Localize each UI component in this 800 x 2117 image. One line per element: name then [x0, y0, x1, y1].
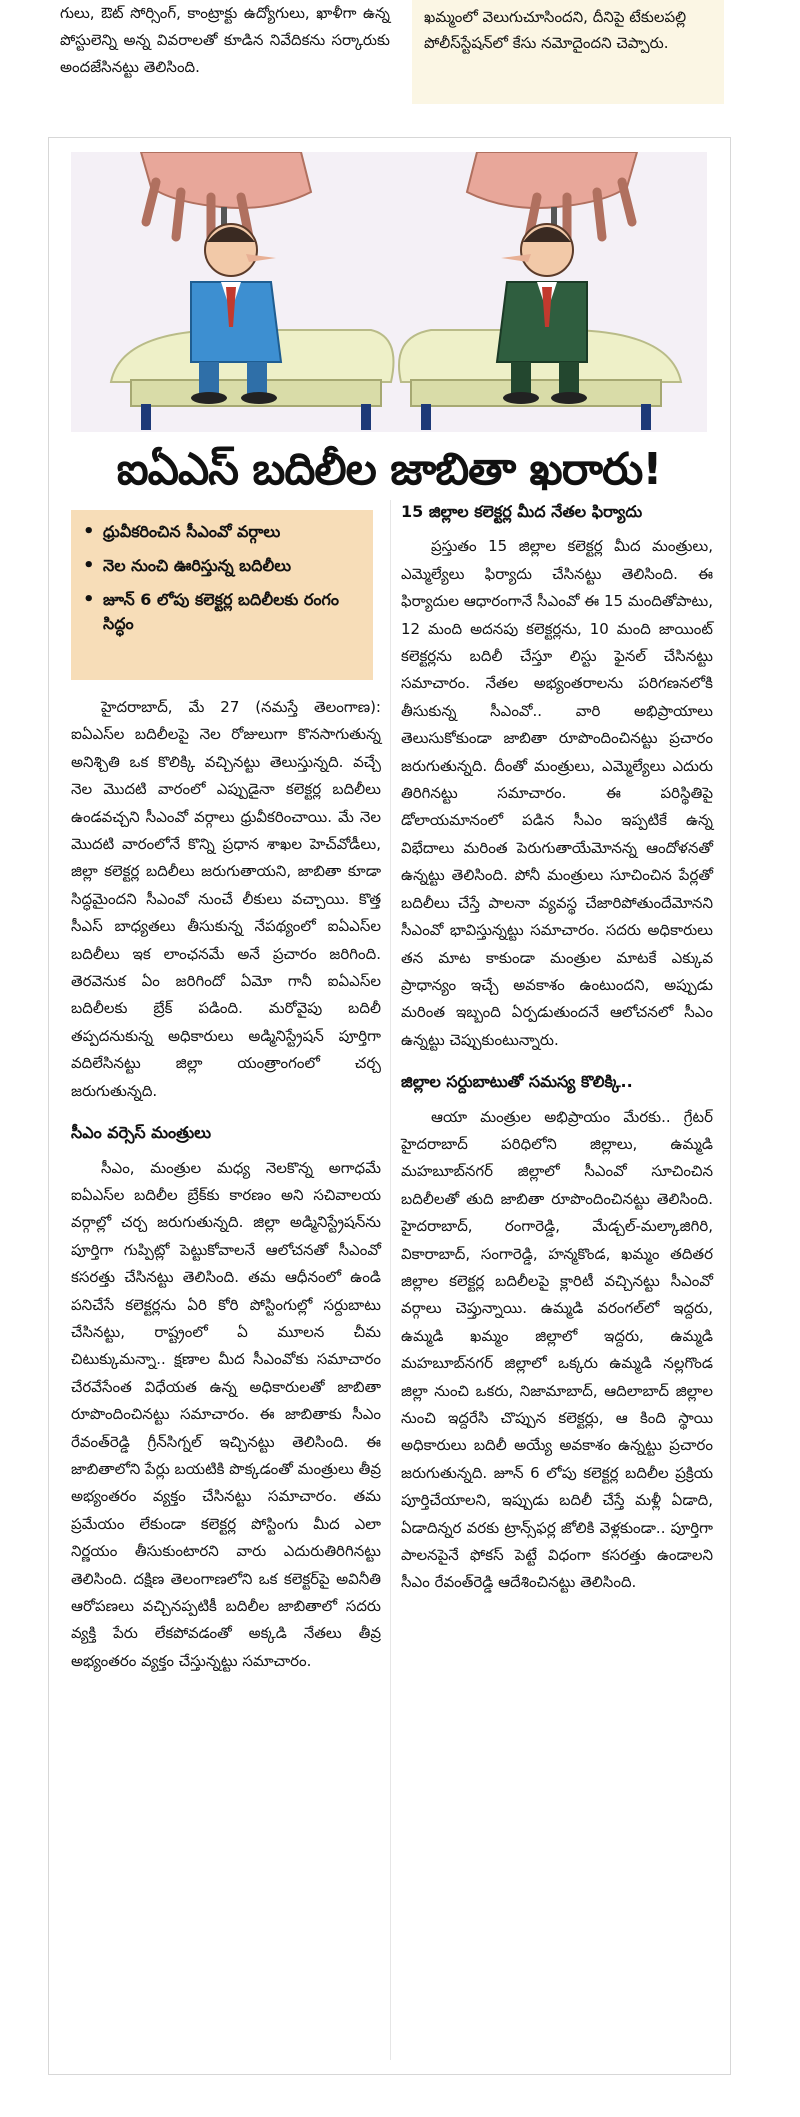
bullet-icon: • — [83, 589, 95, 610]
previous-story-right — [412, 0, 724, 104]
highlight-text: జూన్ 6 లోపు కలెక్టర్ల బదిలీలకు రంగం సిద్ధం — [103, 590, 339, 633]
bullet-icon: • — [83, 521, 95, 542]
news-article — [48, 137, 731, 2075]
headline: ఐఏఎస్ బదిలీల జాబితా ఖరారు! — [116, 444, 662, 495]
subheading-complaints: 15 జిల్లాల కలెక్టర్ల మీద నేతల ఫిర్యాదు — [401, 502, 643, 521]
highlight-item — [81, 554, 363, 578]
cartoon-illustration — [71, 152, 707, 432]
highlight-item — [81, 588, 363, 636]
column-divider — [390, 500, 391, 2060]
left-column — [71, 694, 381, 1675]
highlight-item — [81, 520, 363, 544]
previous-story-right-text: ఖమ్మంలో వెలుగుచూసిందని, దీనిపై టేకులపల్లి పోలీస్‌స్టేషన్‌లో కేసు నమోదైందని చెప్పారు. — [424, 8, 687, 52]
right-column — [401, 498, 713, 1597]
body-paragraph: ప్రస్తుతం 15 జిల్లాల కలెక్టర్ల మీద మంత్రులు, ఎమ్మెల్యేలు ఫిర్యాదు చేసినట్టు తెలిసింది. ఈ ఫిర్యాదుల ఆధారంగానే సీఎంవో ఈ 15 మందితోపాటు, 12 మంది అదనపు కలెక్టర్లను, 10 మంది జాయింట్ కలెక్టర్లను బదిలీ చేస్తూ లిస్టు ఫైనల్ చేసినట్టు సమాచారం. నేతల అభ్యంతరాలను పరిగణనలోకి తీసుకున్న సీఎంవో.. వారి అభిప్రాయాలు తెలుసుకోకుండా జాబితా రూపొందించినట్టు ప్రచారం జరుగుతున్నది. దీంతో మంత్రులు, ఎమ్మెల్యేలు ఎదురు తిరిగినట్టు సమాచారం. ఈ పరిస్థితిపై డోలాయమానంలో పడిన సీఎం ఇప్పటికే ఉన్న విభేదాలు మరింత పెరుగుతాయేమోనన్న ఆందోళనతో ఉన్నట్టు తెలిసింది. పోనీ మంత్రులు సూచించిన పేర్లతో బదిలీలు చేస్తే పాలనా వ్యవస్థ చేజారిపోతుందేమోనని సీఎంవో భావిస్తున్నట్టు సమాచారం. సదరు అధికారులు తన మాట కాకుండా మంత్రుల మాటకే ఎక్కువ ప్రాధాన్యం ఇచ్చే అవకాశం ఉంటుందని, అప్పుడు మరింత ఇబ్బంది ఏర్పడుతుందనే ఆలోచనలో సీఎం ఉన్నట్టు చెప్పుకుంటున్నారు. — [401, 537, 713, 1049]
highlights-box — [71, 510, 373, 680]
bullet-icon: • — [83, 555, 95, 576]
highlight-text: ధ్రువీకరించిన సీఎంవో వర్గాలు — [103, 522, 281, 541]
lead-paragraph: హైదరాబాద్, మే 27 (నమస్తే తెలంగాణ): ఐఏఎస్‌ల బదిలీలపై నెల రోజులుగా కొనసాగుతున్న అనిశ్చితి ఒక కొలిక్కి వచ్చినట్టు తెలుస్తున్నది. వచ్చే నెల మొదటి వారంలో ఎప్పుడైనా కలెక్టర్ల బదిలీలు ఉండవచ్చని సీఎంవో వర్గాలు ధ్రువీకరించాయి. మే నెల మొదటి వారంలోనే కొన్ని ప్రధాన శాఖల హెచ్‌వోడీలు, జిల్లా కలెక్టర్ల బదిలీలు జరుగుతాయని, జాబితా కూడా సిద్ధమైందని సీఎంవో నుంచే లీకులు వచ్చాయి. కొత్త సీఎస్ బాధ్యతలు తీసుకున్న నేపథ్యంలో ఐఏఎస్‌ల బదిలీలు ఇక లాంఛనమే అనే ప్రచారం జరిగింది. తెరవెనుక ఏం జరిగిందో ఏమో గానీ ఐఏఎస్‌ల బదిలీలకు బ్రేక్ పడింది. మరోవైపు బదిలీ తప్పదనుకున్న అధికారులు అడ్మినిస్ట్రేషన్ పూర్తిగా వదిలేసినట్టు జిల్లా యంత్రాంగంలో చర్చ జరుగుతున్నది. — [71, 698, 381, 1100]
body-paragraph: ఆయా మంత్రుల అభిప్రాయం మేరకు.. గ్రేటర్ హైదరాబాద్ పరిధిలోని జిల్లాలు, ఉమ్మడి మహబూబ్‌నగర్ జిల్లాలో సీఎంవో సూచించిన బదిలీలతో తుది జాబితా రూపొందించినట్టు తెలిసింది. హైదరాబాద్, రంగారెడ్డి, మేడ్చల్-మల్కాజిగిరి, వికారాబాద్, సంగారెడ్డి, హన్మకొండ, ఖమ్మం తదితర జిల్లాల కలెక్టర్ల బదిలీలపై క్లారిటీ వచ్చినట్టు సీఎంవో వర్గాలు చెప్తున్నాయి. ఉమ్మడి వరంగల్‌లో ఇద్దరు, ఉమ్మడి ఖమ్మం జిల్లాలో ఇద్దరు, ఉమ్మడి మహబూబ్‌నగర్ జిల్లాలో ఒక్కరు ఉమ్మడి నల్లగొండ జిల్లా నుంచి ఒకరు, నిజామాబాద్, ఆదిలాబాద్ జిల్లాల నుంచి ఇద్దరేసి చొప్పున కలెక్టర్లు, ఆ కింది స్థాయి అధికారులు బదిలీ అయ్యే అవకాశం ఉన్నట్టు ప్రచారం జరుగుతున్నది. జూన్ 6 లోపు కలెక్టర్ల బదిలీల ప్రక్రియ పూర్తిచేయాలని, ఇప్పుడు బదిలీ చేస్తే మళ్లీ ఏడాది, ఏడాదిన్నర వరకు ట్రాన్స్‌ఫర్ల జోలికి వెళ్లకుండా.. పూర్తిగా పాలనపైనే ఫోకస్ పెట్టే విధంగా కసరత్తు ఉండాలని సీఎం రేవంత్‌రెడ్డి ఆదేశించినట్టు తెలిసింది. — [401, 1107, 713, 1592]
subheading-adjustment: జిల్లాల సర్దుబాటుతో సమస్య కొలిక్కి.. — [401, 1072, 633, 1092]
body-paragraph: సీఎం, మంత్రుల మధ్య నెలకొన్న అగాధమే ఐఏఎస్‌ల బదిలీల బ్రేక్‌కు కారణం అని సచివాలయ వర్గాల్లో చర్చ జరుగుతున్నది. జిల్లా అడ్మినిస్ట్రేషన్‌ను పూర్తిగా గుప్పిట్లో పెట్టుకోవాలనే ఆలోచనతో సీఎంవో కసరత్తు చేసినట్టు తెలిసింది. తమ ఆధీనంలో ఉండి పనిచేసే కలెక్టర్లను ఏరి కోరి పోస్టింగుల్లో సర్దుబాటు చేసినట్టు, రాష్ట్రంలో ఏ మూలన చీమ చిటుక్కుమన్నా.. క్షణాల మీద సీఎంవోకు సమాచారం చేరవేసేంత విధేయత ఉన్న అధికారులతో జాబితా రూపొందించినట్టు సమాచారం. ఈ జాబితాకు సీఎం రేవంత్‌రెడ్డి గ్రీన్‌సిగ్నల్ ఇచ్చినట్టు తెలిసింది. ఈ జాబితాలోని పేర్లు బయటికి పొక్కడంతో మంత్రులు తీవ్ర అభ్యంతరం వ్యక్తం చేసినట్టు సమాచారం. తమ ప్రమేయం లేకుండా కలెక్టర్ల పోస్టింగు మీద ఎలా నిర్ణయం తీసుకుంటారని వారు ఎదురుతిరిగినట్టు తెలిసింది. దక్షిణ తెలంగాణలోని ఒక కలెక్టర్‌పై అవినీతి ఆరోపణలు వచ్చినప్పటికీ బదిలీల జాబితాలో సదరు వ్యక్తి పేరు లేకపోవడంతో అక్కడి నేతలు తీవ్ర అభ్యంతరం వ్యక్తం చేస్తున్నట్టు సమాచారం. — [71, 1158, 381, 1670]
highlight-text: నెల నుంచి ఊరిస్తున్న బదిలీలు — [103, 556, 292, 575]
previous-story-left-text: గులు, ఔట్ సోర్సింగ్, కాంట్రాక్టు ఉద్యోగులు, ఖాళీగా ఉన్న పోస్టులెన్ని అన్న వివరాలతో కూడిన నివేదికను సర్కారుకు అందజేసినట్టు తెలిసింది. — [60, 4, 390, 76]
subheading-cm-vs-ministers: సీఎం వర్సెస్ మంత్రులు — [71, 1123, 212, 1143]
previous-story-left — [60, 0, 390, 81]
